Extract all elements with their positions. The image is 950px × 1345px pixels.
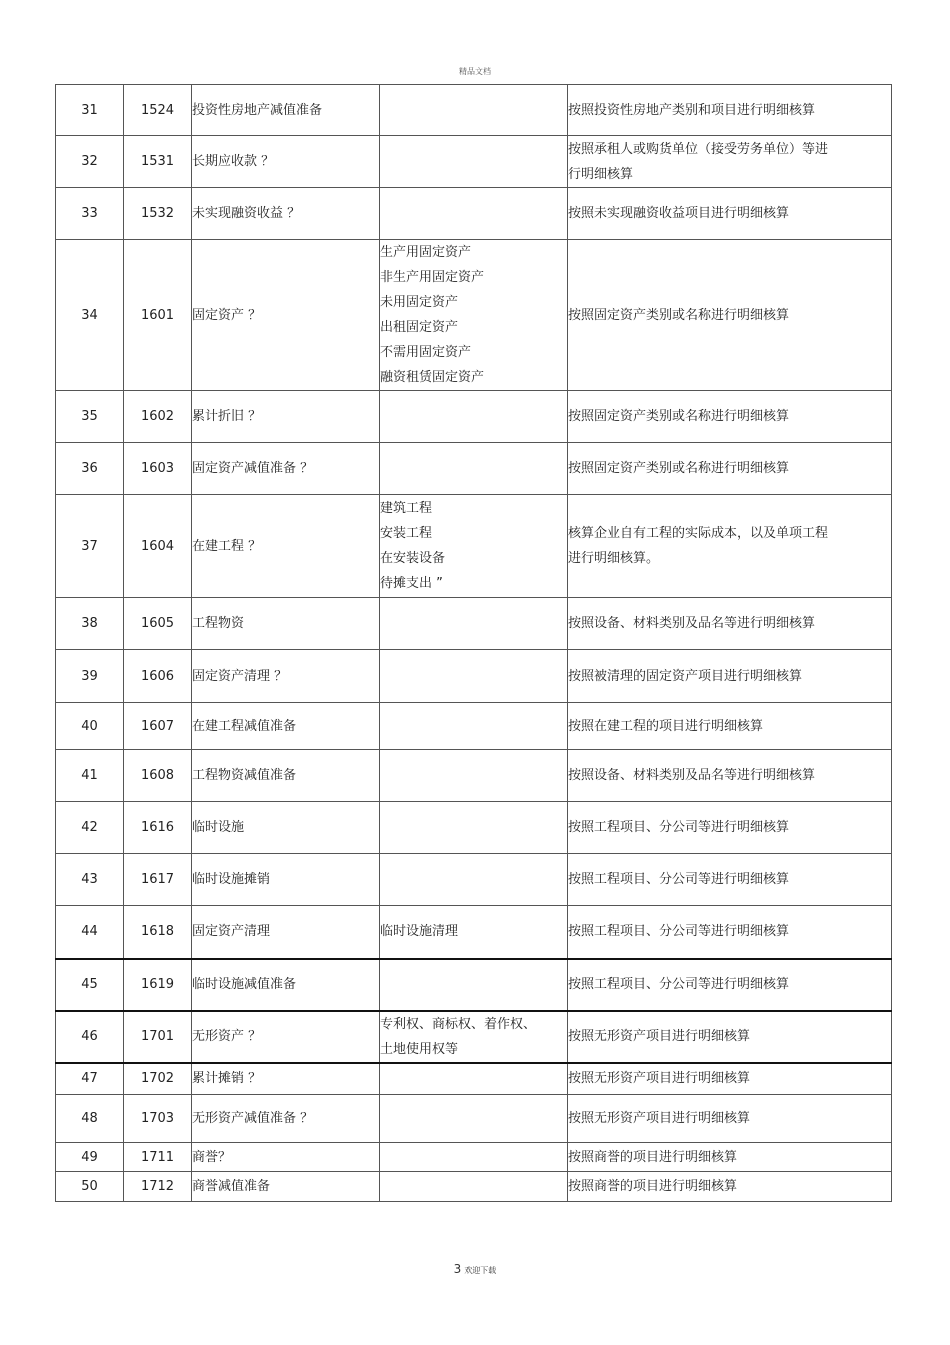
sub-accounts	[380, 802, 568, 854]
row-number: 39	[56, 650, 124, 703]
account-code: 1602	[124, 391, 192, 443]
table-row	[56, 391, 892, 443]
row-number: 45	[56, 959, 124, 1011]
sub-accounts	[380, 1011, 568, 1063]
accounts-table-body	[56, 85, 892, 1202]
row-number: 37	[56, 495, 124, 598]
account-name: 无形资产减值准备 ？	[192, 1095, 380, 1143]
account-code: 1712	[124, 1172, 192, 1202]
account-code: 1604	[124, 495, 192, 598]
account-name: 工程物资	[192, 598, 380, 650]
description-text: 按照设备、材料类别及品名等进行明细核算	[568, 616, 816, 631]
account-code: 1618	[124, 906, 192, 959]
sub-account-item: 非生产用固定资产	[380, 270, 485, 285]
account-code: 1531	[124, 136, 192, 188]
accounting-description	[568, 443, 892, 495]
description-text: 按照固定资产类别或名称进行明细核算	[568, 461, 790, 476]
sub-accounts	[380, 750, 568, 802]
sub-accounts	[380, 906, 568, 959]
table-row	[56, 85, 892, 136]
account-name: 商誉？	[192, 1143, 380, 1172]
table-row	[56, 802, 892, 854]
account-code: 1703	[124, 1095, 192, 1143]
description-text: 按照商誉的项目进行明细核算	[568, 1179, 738, 1194]
sub-account-item: 出租固定资产	[380, 320, 459, 335]
sub-account-item: 土地使用权等	[380, 1041, 459, 1057]
account-code: 1617	[124, 854, 192, 906]
account-name: 长期应收款 ？	[192, 136, 380, 188]
sub-account-item: 不需用固定资产	[380, 345, 472, 360]
row-number: 50	[56, 1172, 124, 1202]
sub-accounts	[380, 854, 568, 906]
account-code: 1701	[124, 1011, 192, 1063]
description-text: 按照未实现融资收益项目进行明细核算	[568, 206, 790, 221]
account-code: 1607	[124, 703, 192, 750]
account-code: 1608	[124, 750, 192, 802]
sub-account-item: 临时设施清理	[380, 924, 459, 940]
account-name: 固定资产清理	[192, 906, 380, 959]
description-text: 按照工程项目、分公司等进行明细核算	[568, 924, 790, 940]
account-code: 1702	[124, 1063, 192, 1095]
accounting-description	[568, 598, 892, 650]
accounting-description	[568, 750, 892, 802]
sub-accounts	[380, 443, 568, 495]
accounting-description	[568, 1172, 892, 1202]
description-text: 按照工程项目、分公司等进行明细核算	[568, 820, 790, 835]
sub-accounts	[380, 136, 568, 188]
row-number: 34	[56, 240, 124, 391]
row-number: 42	[56, 802, 124, 854]
table-row	[56, 959, 892, 1011]
sub-accounts	[380, 188, 568, 240]
account-code: 1532	[124, 188, 192, 240]
table-row	[56, 1011, 892, 1063]
accounting-description	[568, 1063, 892, 1095]
account-name: 在建工程减值准备	[192, 703, 380, 750]
account-code: 1524	[124, 85, 192, 136]
table-row	[56, 1095, 892, 1143]
account-name: 工程物资减值准备	[192, 750, 380, 802]
accounting-description	[568, 188, 892, 240]
account-name: 在建工程 ？	[192, 495, 380, 598]
sub-account-item: 安装工程	[380, 526, 433, 541]
account-code: 1603	[124, 443, 192, 495]
sub-account-item: 未用固定资产	[380, 295, 459, 310]
account-name: 无形资产 ？	[192, 1011, 380, 1063]
accounts-table	[55, 84, 892, 1202]
accounting-description	[568, 1143, 892, 1172]
accounting-description	[568, 85, 892, 136]
row-number: 31	[56, 85, 124, 136]
sub-accounts	[380, 495, 568, 598]
footer-note: 欢迎下载	[464, 1266, 497, 1275]
accounting-description	[568, 802, 892, 854]
description-text: 按照无形资产项目进行明细核算	[568, 1111, 751, 1126]
accounting-description	[568, 391, 892, 443]
description-text: 按照在建工程的项目进行明细核算	[568, 718, 764, 734]
sub-account-item: 建筑工程	[380, 501, 433, 516]
table-row	[56, 240, 892, 391]
sub-account-item: 生产用固定资产	[380, 245, 472, 260]
accounting-description	[568, 1095, 892, 1143]
account-name: 累计摊销 ？	[192, 1063, 380, 1095]
table-row	[56, 650, 892, 703]
account-name: 累计折旧 ？	[192, 391, 380, 443]
description-text: 按照工程项目、分公司等进行明细核算	[568, 872, 790, 887]
description-text: 按照设备、材料类别及品名等进行明细核算	[568, 768, 816, 783]
sub-accounts	[380, 598, 568, 650]
accounting-description	[568, 240, 892, 391]
row-number: 48	[56, 1095, 124, 1143]
page-footer	[0, 1258, 950, 1277]
description-text: 按照固定资产类别或名称进行明细核算	[568, 409, 790, 424]
table-row	[56, 443, 892, 495]
sub-account-item: 融资租赁固定资产	[380, 370, 485, 385]
account-name: 固定资产减值准备 ？	[192, 443, 380, 495]
row-number: 44	[56, 906, 124, 959]
description-text: 按照无形资产项目进行明细核算	[568, 1071, 751, 1087]
table-row	[56, 750, 892, 802]
description-text: 按照固定资产类别或名称进行明细核算	[568, 307, 790, 323]
table-row	[56, 1172, 892, 1202]
account-code: 1605	[124, 598, 192, 650]
header-label: 精品文档	[459, 67, 491, 76]
table-row	[56, 854, 892, 906]
page-number: 3	[453, 1262, 462, 1276]
account-code: 1606	[124, 650, 192, 703]
row-number: 35	[56, 391, 124, 443]
accounting-description	[568, 650, 892, 703]
row-number: 46	[56, 1011, 124, 1063]
sub-account-item: 在安装设备	[380, 551, 446, 566]
row-number: 38	[56, 598, 124, 650]
accounting-description	[568, 854, 892, 906]
table-row	[56, 188, 892, 240]
accounting-description	[568, 495, 892, 598]
sub-accounts	[380, 959, 568, 1011]
account-name: 固定资产 ？	[192, 240, 380, 391]
row-number: 43	[56, 854, 124, 906]
accounting-description	[568, 1011, 892, 1063]
account-name: 商誉减值准备	[192, 1172, 380, 1202]
description-text: 按照承租人或购货单位（接受劳务单位）等进行明细核算	[568, 141, 829, 182]
row-number: 40	[56, 703, 124, 750]
row-number: 36	[56, 443, 124, 495]
account-code: 1601	[124, 240, 192, 391]
description-text: 按照被清理的固定资产项目进行明细核算	[568, 668, 803, 684]
sub-accounts	[380, 240, 568, 391]
table-row	[56, 598, 892, 650]
row-number: 47	[56, 1063, 124, 1095]
sub-accounts	[380, 1063, 568, 1095]
description-text: 按照无形资产项目进行明细核算	[568, 1029, 751, 1044]
account-name: 临时设施摊销	[192, 854, 380, 906]
description-text: 核算企业自有工程的实际成本，以及单项工程进行明细核算。	[568, 526, 829, 566]
accounting-description	[568, 906, 892, 959]
accounting-description	[568, 959, 892, 1011]
table-row	[56, 1063, 892, 1095]
description-text: 按照工程项目、分公司等进行明细核算	[568, 977, 790, 992]
sub-accounts	[380, 1172, 568, 1202]
account-name: 临时设施	[192, 802, 380, 854]
sub-account-item: 待摊支出 ”	[380, 576, 443, 591]
sub-accounts	[380, 391, 568, 443]
sub-accounts	[380, 703, 568, 750]
sub-accounts	[380, 1095, 568, 1143]
account-name: 未实现融资收益 ？	[192, 188, 380, 240]
description-text: 按照投资性房地产类别和项目进行明细核算	[568, 102, 816, 118]
sub-account-item: 专利权、商标权、着作权、	[380, 1016, 537, 1032]
row-number: 32	[56, 136, 124, 188]
sub-accounts	[380, 85, 568, 136]
accounting-description	[568, 136, 892, 188]
row-number: 33	[56, 188, 124, 240]
table-row	[56, 1143, 892, 1172]
sub-accounts	[380, 650, 568, 703]
account-code: 1616	[124, 802, 192, 854]
sub-accounts	[380, 1143, 568, 1172]
accounting-description	[568, 703, 892, 750]
account-code: 1711	[124, 1143, 192, 1172]
account-name: 投资性房地产减值准备	[192, 85, 380, 136]
row-number: 49	[56, 1143, 124, 1172]
table-row	[56, 136, 892, 188]
table-row	[56, 703, 892, 750]
account-name: 固定资产清理 ？	[192, 650, 380, 703]
account-name: 临时设施减值准备	[192, 959, 380, 1011]
description-text: 按照商誉的项目进行明细核算	[568, 1149, 738, 1165]
table-row	[56, 906, 892, 959]
row-number: 41	[56, 750, 124, 802]
table-row	[56, 495, 892, 598]
account-code: 1619	[124, 959, 192, 1011]
